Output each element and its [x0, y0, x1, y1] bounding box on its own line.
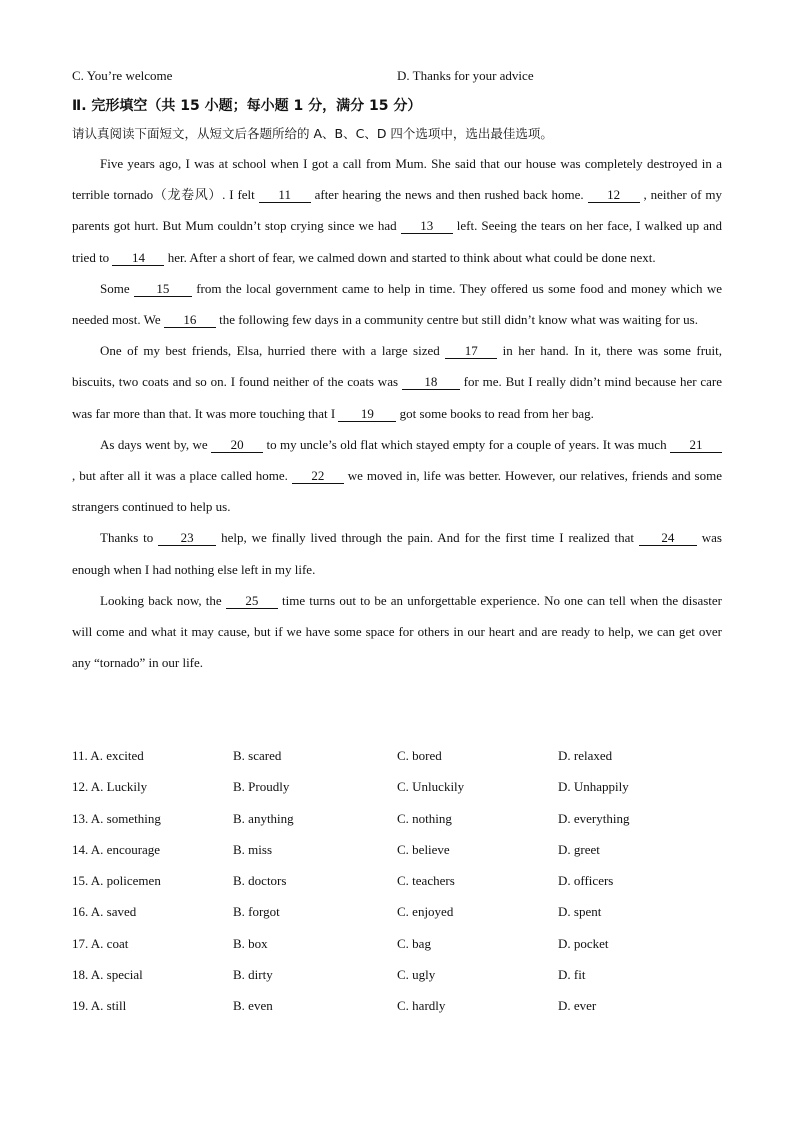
- question-row: [72, 869, 732, 900]
- text: time turns out to be an unforgettable experience. No one can tell when the disaster will come and what it may cause, but if we have some space for others in our heart and are ready to help, we can get over any “tornado” in our life.: [72, 592, 722, 671]
- option-d: D. greet: [558, 841, 600, 857]
- cloze-passage: [72, 148, 722, 678]
- text: Thanks to: [100, 530, 159, 546]
- option-d: D. Unhappily: [558, 779, 629, 795]
- option-b: B. scared: [233, 748, 282, 763]
- text: got some books to read from her bag.: [396, 405, 594, 421]
- blank-16: 16: [164, 313, 216, 328]
- paragraph-4: [72, 429, 722, 523]
- section-instruction: 请认真阅读下面短文，从短文后各题所给的 A、B、C、D 四个选项中，选出最佳选项。: [72, 126, 553, 141]
- text: to my uncle’s old flat which stayed empty for a couple of years. It was much: [263, 436, 670, 452]
- blank-17: 17: [445, 344, 497, 359]
- previous-question-options: [72, 68, 732, 86]
- option-b: B. forgot: [233, 904, 280, 920]
- option-b: B. dirty: [233, 967, 273, 983]
- paragraph-2: [72, 273, 722, 335]
- question-row: [72, 963, 732, 994]
- answer-options: [72, 744, 732, 1026]
- paragraph-5: [72, 522, 722, 584]
- option-a: 15. A. policemen: [72, 873, 161, 889]
- option-d: D. spent: [558, 904, 602, 920]
- question-row: [72, 932, 732, 963]
- option-c: C. bored: [397, 748, 442, 763]
- paragraph-3: [72, 335, 722, 429]
- option-c: C. nothing: [397, 810, 452, 826]
- question-row: [72, 775, 732, 806]
- text: we moved in, life was better. However, our relatives, friends and some strangers continued to help us.: [72, 468, 722, 515]
- blank-18: 18: [402, 375, 460, 390]
- text: Some: [100, 280, 134, 296]
- option-c: C. ugly: [397, 967, 436, 983]
- option-a: 13. A. something: [72, 810, 161, 826]
- text: Five years ago, I was at school when I got a call from Mum. She said that our house was completely destroyed in a terrible tornado（龙卷风）. I felt: [72, 156, 722, 203]
- blank-13: 13: [401, 219, 453, 234]
- option-c: C. believe: [397, 841, 450, 857]
- blank-11: 11: [259, 188, 311, 203]
- option-b: B. Proudly: [233, 779, 290, 795]
- question-row: [72, 744, 732, 775]
- blank-15: 15: [134, 282, 192, 297]
- text: after hearing the news and then rushed back home.: [310, 187, 588, 203]
- blank-24: 24: [639, 531, 697, 546]
- question-row: [72, 838, 732, 869]
- option-d: D. everything: [558, 810, 630, 826]
- text: As days went by, we: [100, 436, 212, 452]
- option-c: C. Unluckily: [397, 779, 465, 795]
- paragraph-6: [72, 585, 722, 679]
- option-a: 12. A. Luckily: [72, 779, 148, 795]
- option-a: 16. A. saved: [72, 904, 137, 920]
- blank-19: 19: [338, 407, 396, 422]
- option-b: B. miss: [233, 841, 273, 857]
- option-b: B. anything: [233, 810, 294, 826]
- text: , neither of my parents got hurt. But Mum couldn’t stop crying since we had: [72, 187, 722, 234]
- option-a: 17. A. coat: [72, 935, 129, 951]
- text: was enough when I had nothing else left in my life.: [72, 530, 722, 577]
- option-c: C. enjoyed: [397, 904, 454, 920]
- blank-12: 12: [588, 188, 640, 203]
- option-d: D. relaxed: [558, 748, 613, 763]
- blank-14: 14: [112, 251, 164, 266]
- option-c: C. You’re welcome: [72, 68, 173, 83]
- text: help, we finally lived through the pain. And for the first time I realized that: [216, 530, 639, 546]
- option-d: D. pocket: [558, 935, 609, 951]
- section-title: Ⅱ. 完形填空（共 15 小题；每小题 1 分，满分 15 分）: [72, 98, 422, 114]
- text: in her hand. In it, there was some fruit, biscuits, two coats and so on. I found neither of the coats was: [72, 343, 722, 390]
- option-c: C. hardly: [397, 998, 446, 1014]
- blank-21: 21: [670, 438, 722, 453]
- blank-23: 23: [158, 531, 216, 546]
- question-row: [72, 807, 732, 838]
- text: , but after all it was a place called home.: [72, 468, 292, 484]
- option-a: 18. A. special: [72, 967, 143, 983]
- option-d: D. ever: [558, 998, 597, 1014]
- text: for me. But I really didn’t mind because her care was far more than that. It was more touching that I: [72, 374, 722, 421]
- option-a: 11. A. excited: [72, 748, 144, 763]
- text: Looking back now, the: [100, 592, 226, 608]
- text: One of my best friends, Elsa, hurried there with a large sized: [100, 343, 446, 359]
- text: the following few days in a community centre but still didn’t know what was waiting for us.: [215, 312, 698, 328]
- question-row: [72, 900, 732, 931]
- option-b: B. box: [233, 935, 268, 951]
- paragraph-1: [72, 148, 722, 273]
- option-b: B. even: [233, 998, 273, 1014]
- option-a: 14. A. encourage: [72, 841, 161, 857]
- text: her. After a short of fear, we calmed down and started to think about what could be done next.: [164, 249, 656, 265]
- option-d: D. Thanks for your advice: [397, 68, 534, 83]
- blank-22: 22: [292, 469, 344, 484]
- option-c: C. teachers: [397, 873, 455, 889]
- option-b: B. doctors: [233, 873, 287, 889]
- text: from the local government came to help in time. They offered us some food and money which we needed most. We: [72, 280, 722, 328]
- blank-25: 25: [226, 594, 278, 609]
- option-c: C. bag: [397, 935, 431, 951]
- blank-20: 20: [211, 438, 263, 453]
- text: left. Seeing the tears on her face, I walked up and tried to: [72, 218, 722, 265]
- question-row: [72, 994, 732, 1025]
- option-a: 19. A. still: [72, 998, 127, 1014]
- option-d: D. officers: [558, 873, 614, 889]
- option-d: D. fit: [558, 967, 586, 983]
